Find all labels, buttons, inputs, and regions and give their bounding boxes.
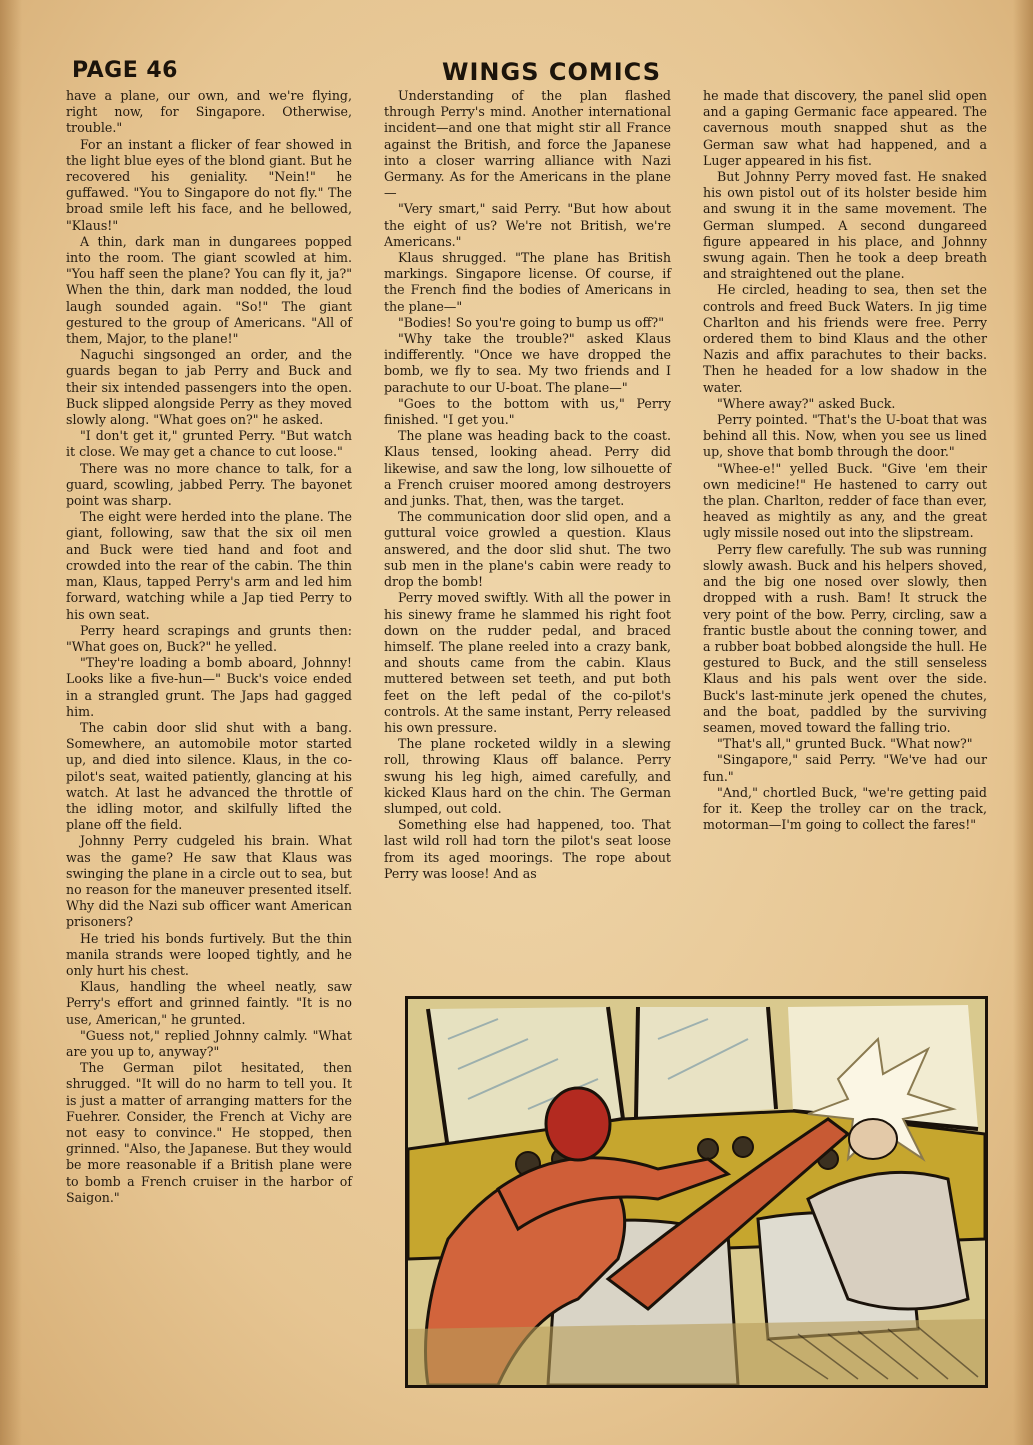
paragraph: Something else had happened, too. That last wild roll had torn the pilot's seat loose from its aged moorings. The rope about Perry was loose! And as xyxy=(384,817,671,881)
pilot-helmet xyxy=(546,1088,610,1160)
paragraph: he made that discovery, the panel slid open and a gaping Germanic face appeared. The cavernous mouth snapped shut as the German saw what had happened, and a Luger appeared in his fist. xyxy=(703,88,987,168)
text-column-2 xyxy=(384,88,671,882)
cockpit-floor xyxy=(408,1319,985,1385)
paragraph: "And," chortled Buck, "we're getting paid for it. Keep the trolley car on the track, motorman—I'm going to collect the fares!" xyxy=(703,784,987,833)
page-edge-right xyxy=(1013,0,1033,1445)
paragraph: Perry heard scrapings and grunts then: "What goes on, Buck?" he yelled. xyxy=(66,622,352,654)
paragraph: Perry flew carefully. The sub was running slowly awash. Buck and his helpers shoved, and the big one nosed over slowly, then dropped with a rush. Bam! It struck the very point of the bow. Perry, circling, saw a frantic bustle about the conning tower, and a rubber boat bobbed alongside the hull. He gestured to Buck, and the still senseless Klaus and his pals went over the side. Buck's last-minute jerk opened the chutes, and the boat, paddled by the surviving seamen, moved toward the falling trio. xyxy=(703,541,987,735)
paragraph: "That's all," grunted Buck. "What now?" xyxy=(717,736,973,752)
paragraph: Klaus shrugged. "The plane has British markings. Singapore license. Of course, if the French find the bodies of Americans in the plane—" xyxy=(384,250,671,314)
paragraph: "Very smart," said Perry. "But how about the eight of us? We're not British, we're Americans." xyxy=(384,201,671,249)
paragraph: He circled, heading to sea, then set the controls and freed Buck Waters. In jig time Charlton and his friends were free. Perry ordered them to bind Klaus and the other Nazis and affix parachutes to their backs. Then he headed for a low shadow in the water. xyxy=(703,282,987,395)
comic-panel-cockpit xyxy=(405,996,988,1388)
paragraph: "Where away?" asked Buck. xyxy=(717,395,896,411)
paragraph: There was no more chance to talk, for a guard, scowling, jabbed Perry. The bayonet point was sharp. xyxy=(66,460,352,509)
page-number: PAGE 46 xyxy=(72,58,178,83)
paragraph: "Singapore," said Perry. "We've had our fun." xyxy=(703,752,987,784)
paragraph: "They're loading a bomb aboard, Johnny! Looks like a five-hun—" Buck's voice ended in a strangled grunt. The Japs had gagged him. xyxy=(66,655,352,719)
cockpit-illustration xyxy=(408,999,985,1385)
paragraph: "Bodies! So you're going to bump us off?" xyxy=(398,314,664,330)
paragraph: But Johnny Perry moved fast. He snaked his own pistol out of its holster beside him and swung it in the same movement. The German slumped. A second dungareed figure appeared in his place, and Johnny swung again. Then he took a deep breath and straightened out the plane. xyxy=(703,169,987,282)
paragraph: "Goes to the bottom with us," Perry finished. "I get you." xyxy=(384,395,671,428)
paragraph: He tried his bonds furtively. But the thin manila strands were looped tightly, and he only hurt his chest. xyxy=(66,930,352,978)
page-edge-left xyxy=(0,0,22,1445)
paragraph: Perry moved swiftly. With all the power in his sinewy frame he slammed his right foot down on the rudder pedal, and braced himself. The plane reeled into a crazy bank, and shouts came from the cabin. Klaus muttered between set teeth, and put both feet on the left pedal of the co-pilot's controls. At the same instant, Perry released his own pressure. xyxy=(384,590,671,735)
text-column-1 xyxy=(66,88,352,1206)
paragraph: Perry pointed. "That's the U-boat that was behind all this. Now, when you see us lined up, shove that bomb through the door." xyxy=(703,412,987,460)
paragraph: Naguchi singsonged an order, and the guards began to jab Perry and Buck and their six intended passengers into the open. Buck slipped alongside Perry as they moved slowly along. "What goes on?" he asked. xyxy=(66,347,352,428)
paragraph: "I don't get it," grunted Perry. "But watch it close. We may get a chance to cut loose." xyxy=(66,428,352,460)
paragraph: For an instant a flicker of fear showed in the light blue eyes of the blond giant. But he recovered his geniality. "Nein!" he guffawed. "You to Singapore do not fly." The broad smile left his face, and he bellowed, "Klaus!" xyxy=(66,136,352,233)
copilot-head xyxy=(849,1119,897,1159)
paragraph: "Whee-e!" yelled Buck. "Give 'em their own medicine!" He hastened to carry out the plan. Charlton, redder of face than ever, heaved as mightily as any, and the great ugly missile nosed out into the slipstream. xyxy=(703,460,987,541)
paragraph: A thin, dark man in dungarees popped into the room. The giant scowled at him. "You haff seen the plane? You can fly it, ja?" When the thin, dark man nodded, the loud laugh sounded again. "So!" The giant gestured to the group of Americans. "All of them, Major, to the plane!" xyxy=(66,233,352,347)
paragraph: The eight were herded into the plane. The giant, following, saw that the six oil men and Buck were tied hand and foot and crowded into the rear of the cabin. The thin man, Klaus, tapped Perry's arm and led him forward, watching while a Jap tied Perry to his own seat. xyxy=(66,509,352,622)
text-column-3 xyxy=(703,88,987,833)
paragraph: "Why take the trouble?" asked Klaus indifferently. "Once we have dropped the bomb, we fly to sea. My two friends and I parachute to our U-boat. The plane—" xyxy=(384,331,671,395)
paragraph: The plane was heading back to the coast. Klaus tensed, looking ahead. Perry did likewise, and saw the long, low silhouette of a French cruiser moored among destroyers and junks. That, then, was the target. xyxy=(384,428,671,509)
paragraph: The communication door slid open, and a guttural voice growled a question. Klaus answered, and the door slid shut. The two sub men in the plane's cabin were ready to drop the bomb! xyxy=(384,509,671,590)
magazine-title: WINGS COMICS xyxy=(442,58,661,86)
paragraph: Klaus, handling the wheel neatly, saw Perry's effort and grinned faintly. "It is no use, American," he grunted. xyxy=(66,979,352,1027)
windshield-center-pane xyxy=(636,1007,776,1117)
paragraph: have a plane, our own, and we're flying, right now, for Singapore. Otherwise, trouble." xyxy=(66,88,352,136)
paragraph: The German pilot hesitated, then shrugged. "It will do no harm to tell you. It is just a matter of arranging matters for the Fuehrer. Consider, the French at Vichy are not easy to convince." He stopped, then grinned. "Also, the Japanese. But they would be more reasonable if a British plane were to bomb a French cruiser in the harbor of Saigon." xyxy=(66,1060,352,1205)
paragraph: Johnny Perry cudgeled his brain. What was the game? He saw that Klaus was swinging the plane in a circle out to sea, but no reason for the maneuver presented itself. Why did the Nazi sub officer want American prisoners? xyxy=(66,833,352,930)
paragraph: Understanding of the plan flashed through Perry's mind. Another international incident—and one that might stir all France against the British, and force the Japanese into a closer warring alliance with Nazi Germany. As for the Americans in the plane— xyxy=(384,88,671,201)
paragraph: The plane rocketed wildly in a slewing roll, throwing Klaus off balance. Perry swung his leg high, aimed carefully, and kicked Klaus hard on the chin. The German slumped, out cold. xyxy=(384,736,671,816)
paragraph: The cabin door slid shut with a bang. Somewhere, an automobile motor started up, and died into silence. Klaus, in the co-pilot's seat, waited patiently, glancing at his watch. At last he advanced the throttle of the idling motor, and skilfully lifted the plane off the field. xyxy=(66,719,352,833)
paragraph: "Guess not," replied Johnny calmly. "What are you up to, anyway?" xyxy=(66,1027,352,1059)
